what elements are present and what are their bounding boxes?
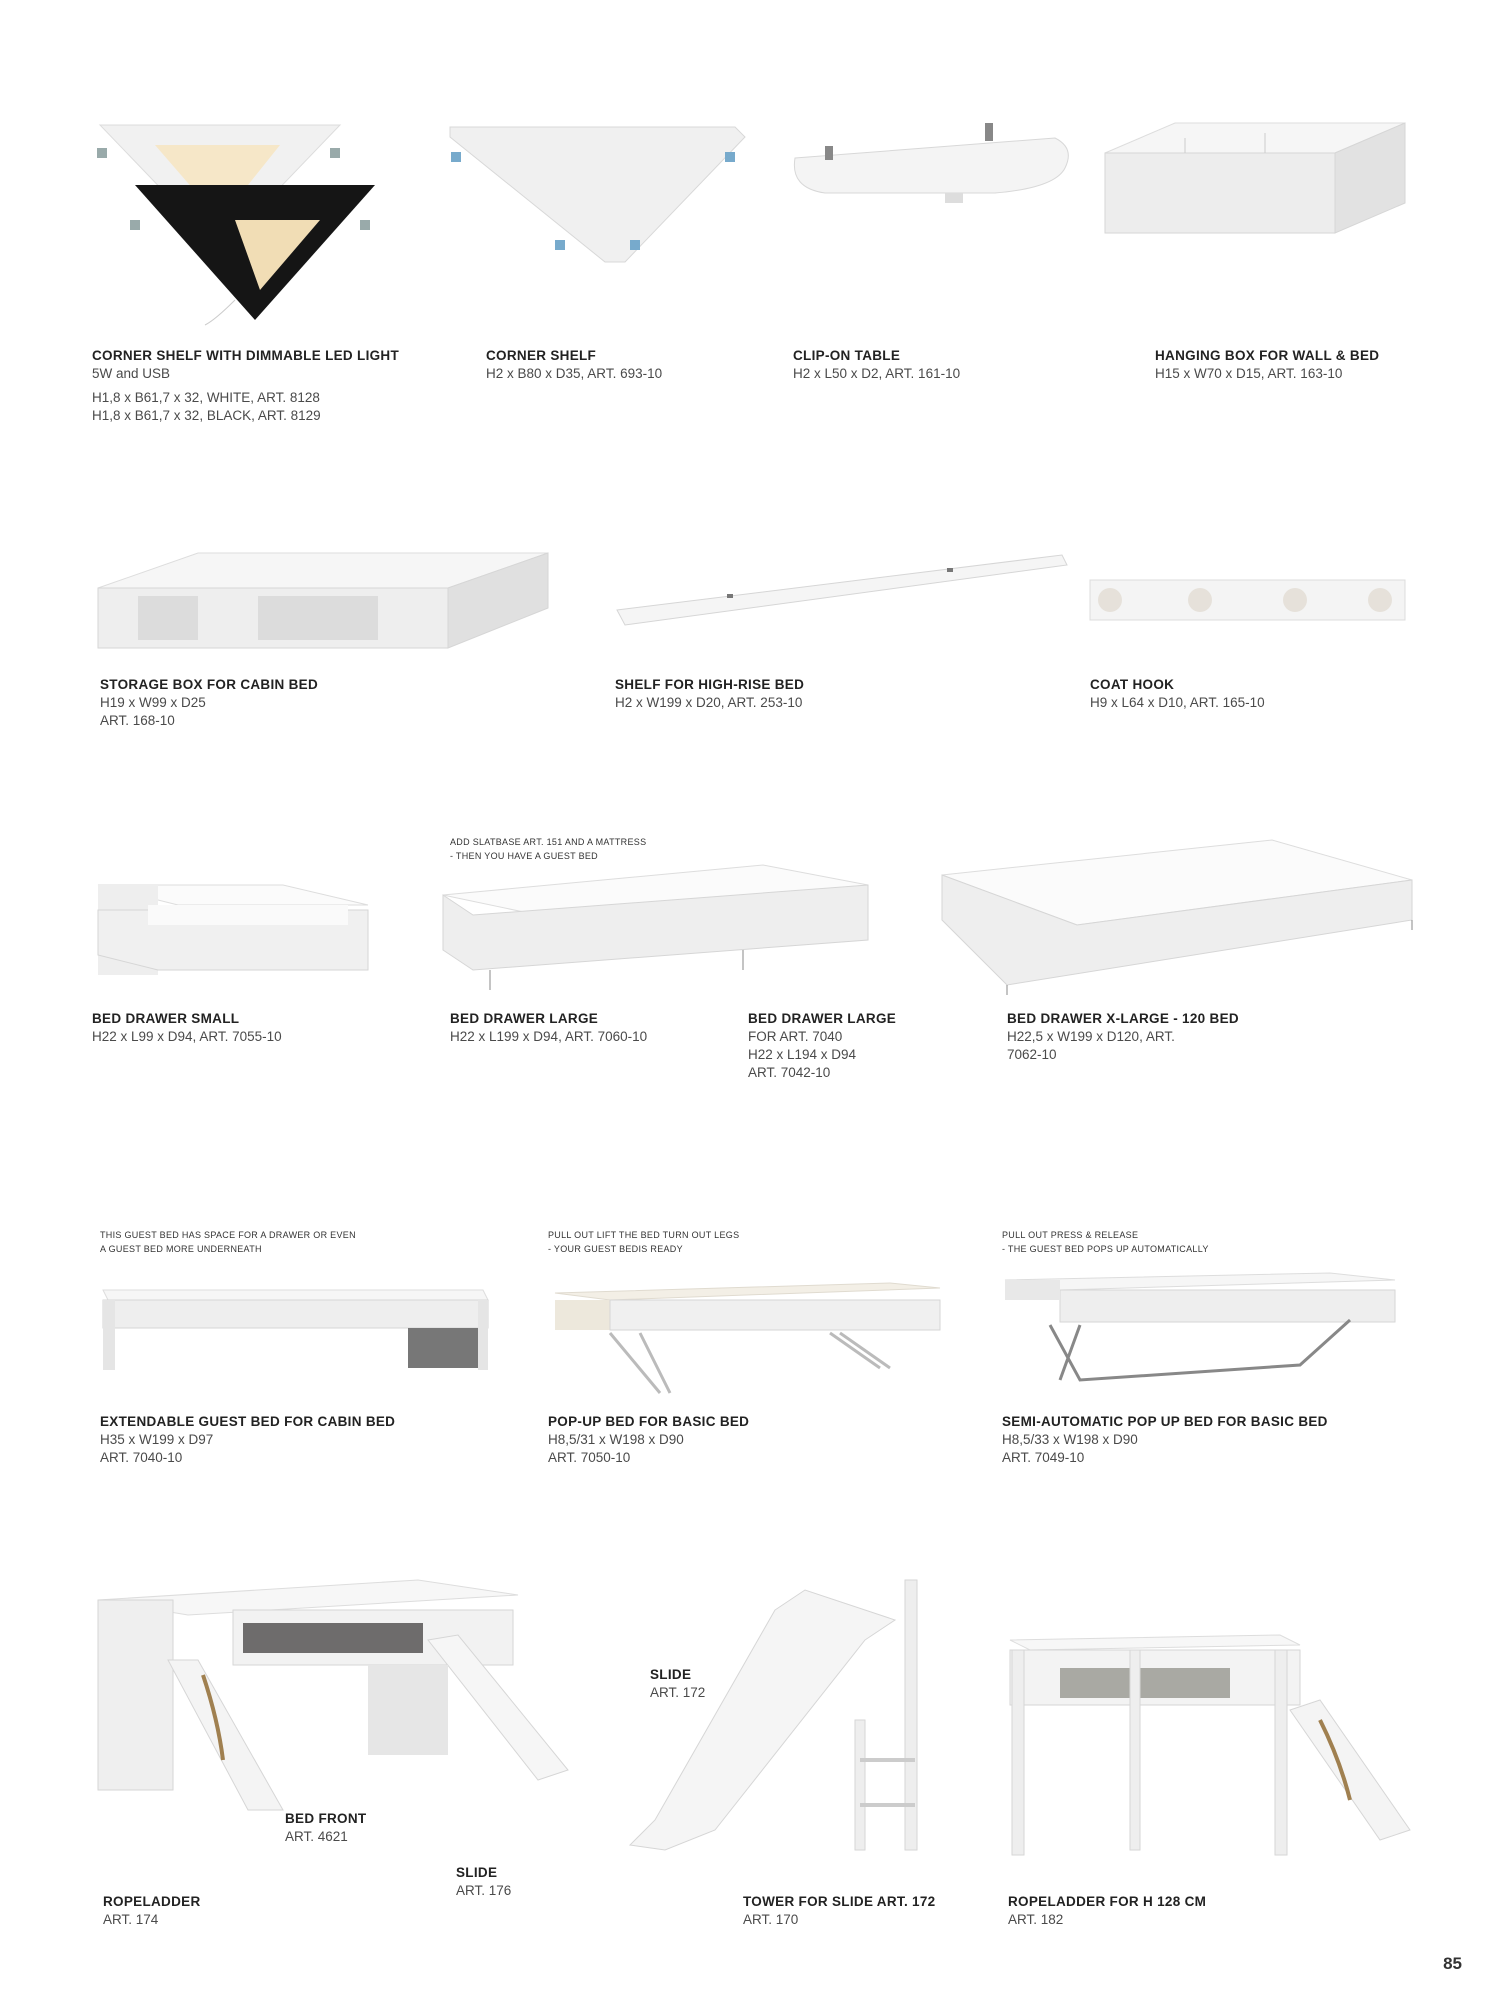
title: POP-UP BED FOR BASIC BED bbox=[548, 1414, 750, 1429]
title: EXTENDABLE GUEST BED FOR CABIN BED bbox=[100, 1414, 396, 1429]
slide-tower-image bbox=[625, 1580, 925, 1860]
caption-bed-front bbox=[285, 1810, 366, 1846]
note-line: PULL OUT PRESS & RELEASE bbox=[1002, 1230, 1139, 1240]
caption-led-corner-shelf bbox=[92, 347, 399, 425]
spec: ART. 170 bbox=[743, 1912, 799, 1927]
spec: ART. 4621 bbox=[285, 1829, 348, 1844]
corner-shelf-image bbox=[445, 122, 745, 267]
caption-bed-drawer-large bbox=[450, 1010, 647, 1046]
title: ROPELADDER bbox=[103, 1894, 201, 1909]
extendable-guest-bed-image bbox=[98, 1275, 493, 1375]
spec: ART. 7040-10 bbox=[100, 1450, 183, 1465]
caption-slide-art-172 bbox=[650, 1666, 705, 1702]
coat-hook-image bbox=[1090, 575, 1410, 625]
spec: ART. 182 bbox=[1008, 1912, 1064, 1927]
spec: H1,8 x B61,7 x 32, BLACK, ART. 8129 bbox=[92, 408, 321, 423]
note-line: PULL OUT LIFT THE BED TURN OUT LEGS bbox=[548, 1230, 740, 1240]
semi-auto-pop-up-bed-image bbox=[1000, 1265, 1400, 1395]
note-line: - THE GUEST BED POPS UP AUTOMATICALLY bbox=[1002, 1244, 1209, 1254]
title: HANGING BOX FOR WALL & BED bbox=[1155, 348, 1380, 363]
caption-bed-drawer-large-7040 bbox=[748, 1010, 896, 1082]
spec: H15 x W70 x D15, ART. 163-10 bbox=[1155, 366, 1343, 381]
title: CORNER SHELF bbox=[486, 348, 597, 363]
storage-box-image bbox=[98, 548, 553, 653]
clip-on-table-image bbox=[785, 118, 1075, 203]
semi-auto-bed-note bbox=[1002, 1228, 1209, 1256]
title: ROPELADDER FOR H 128 CM bbox=[1008, 1894, 1207, 1909]
spec: ART. 174 bbox=[103, 1912, 159, 1927]
title: SLIDE bbox=[456, 1865, 498, 1880]
title: CLIP-ON TABLE bbox=[793, 348, 901, 363]
note-line: A GUEST BED MORE UNDERNEATH bbox=[100, 1244, 262, 1254]
caption-slide-art-176 bbox=[456, 1864, 511, 1900]
caption-tower-for-slide bbox=[743, 1893, 935, 1929]
spec: H2 x B80 x D35, ART. 693-10 bbox=[486, 366, 663, 381]
spec: H22 x L199 x D94, ART. 7060-10 bbox=[450, 1029, 648, 1044]
hanging-box-image bbox=[1105, 118, 1415, 238]
title: BED DRAWER LARGE bbox=[450, 1011, 599, 1026]
spec: ART. 176 bbox=[456, 1883, 512, 1898]
page-number: 85 bbox=[1443, 1954, 1462, 1973]
spec: ART. 7050-10 bbox=[548, 1450, 631, 1465]
caption-high-rise-shelf bbox=[615, 676, 804, 712]
spec: H2 x W199 x D20, ART. 253-10 bbox=[615, 695, 803, 710]
caption-coat-hook bbox=[1090, 676, 1265, 712]
spec: H1,8 x B61,7 x 32, WHITE, ART. 8128 bbox=[92, 390, 320, 405]
slatbase-note bbox=[450, 835, 646, 863]
spec: ART. 172 bbox=[650, 1685, 706, 1700]
caption-pop-up-bed bbox=[548, 1413, 749, 1467]
title: BED FRONT bbox=[285, 1811, 367, 1826]
spec: ART. 7049-10 bbox=[1002, 1450, 1085, 1465]
title: STORAGE BOX FOR CABIN BED bbox=[100, 677, 319, 692]
spec: 7062-10 bbox=[1007, 1047, 1057, 1062]
bed-drawer-small-image bbox=[98, 865, 373, 990]
title: BED DRAWER LARGE bbox=[748, 1011, 897, 1026]
title: SLIDE bbox=[650, 1667, 692, 1682]
spec: H8,5/31 x W198 x D90 bbox=[548, 1432, 684, 1447]
pop-up-bed-image bbox=[550, 1268, 945, 1403]
title: TOWER FOR SLIDE ART. 172 bbox=[743, 1894, 936, 1909]
caption-storage-box bbox=[100, 676, 318, 730]
bed-drawer-large-image bbox=[443, 860, 873, 995]
guest-bed-note bbox=[100, 1228, 356, 1256]
spec: H22,5 x W199 x D120, ART. bbox=[1007, 1029, 1175, 1044]
caption-ropeladder bbox=[103, 1893, 201, 1929]
spec: ART. 168-10 bbox=[100, 713, 175, 728]
spec: ART. 7042-10 bbox=[748, 1065, 831, 1080]
note-line: THIS GUEST BED HAS SPACE FOR A DRAWER OR EVEN bbox=[100, 1230, 356, 1240]
spec: H22 x L99 x D94, ART. 7055-10 bbox=[92, 1029, 282, 1044]
pop-up-bed-note bbox=[548, 1228, 739, 1256]
caption-bed-drawer-xlarge bbox=[1007, 1010, 1239, 1064]
caption-ropeladder-h128 bbox=[1008, 1893, 1206, 1929]
led-corner-shelf-image bbox=[95, 120, 385, 330]
caption-extendable-guest-bed bbox=[100, 1413, 395, 1467]
bed-drawer-xlarge-image bbox=[942, 835, 1417, 995]
caption-bed-drawer-small bbox=[92, 1010, 282, 1046]
title: CORNER SHELF WITH DIMMABLE LED LIGHT bbox=[92, 348, 400, 363]
caption-semi-auto-pop-up-bed bbox=[1002, 1413, 1328, 1467]
spec: FOR ART. 7040 bbox=[748, 1029, 843, 1044]
title: SHELF FOR HIGH-RISE BED bbox=[615, 677, 805, 692]
title: BED DRAWER SMALL bbox=[92, 1011, 240, 1026]
spec: H9 x L64 x D10, ART. 165-10 bbox=[1090, 695, 1265, 710]
caption-hanging-box bbox=[1155, 347, 1379, 383]
spec: H8,5/33 x W198 x D90 bbox=[1002, 1432, 1138, 1447]
note-line: ADD SLATBASE ART. 151 AND A MATTRESS bbox=[450, 837, 647, 847]
note-line: - THEN YOU HAVE A GUEST BED bbox=[450, 851, 598, 861]
spec: H35 x W199 x D97 bbox=[100, 1432, 214, 1447]
title: COAT HOOK bbox=[1090, 677, 1175, 692]
caption-corner-shelf bbox=[486, 347, 662, 383]
spec: 5W and USB bbox=[92, 366, 171, 381]
high-rise-shelf-image bbox=[617, 550, 1067, 630]
caption-clip-on-table bbox=[793, 347, 960, 383]
spec: H2 x L50 x D2, ART. 161-10 bbox=[793, 366, 961, 381]
title: BED DRAWER X-LARGE - 120 BED bbox=[1007, 1011, 1239, 1026]
high-bed-ropeladder-image bbox=[1000, 1630, 1420, 1860]
note-line: - YOUR GUEST BEDIS READY bbox=[548, 1244, 683, 1254]
bed-with-slide-image bbox=[98, 1580, 598, 1830]
spec: H19 x W99 x D25 bbox=[100, 695, 206, 710]
title: SEMI-AUTOMATIC POP UP BED FOR BASIC BED bbox=[1002, 1414, 1328, 1429]
spec: H22 x L194 x D94 bbox=[748, 1047, 857, 1062]
